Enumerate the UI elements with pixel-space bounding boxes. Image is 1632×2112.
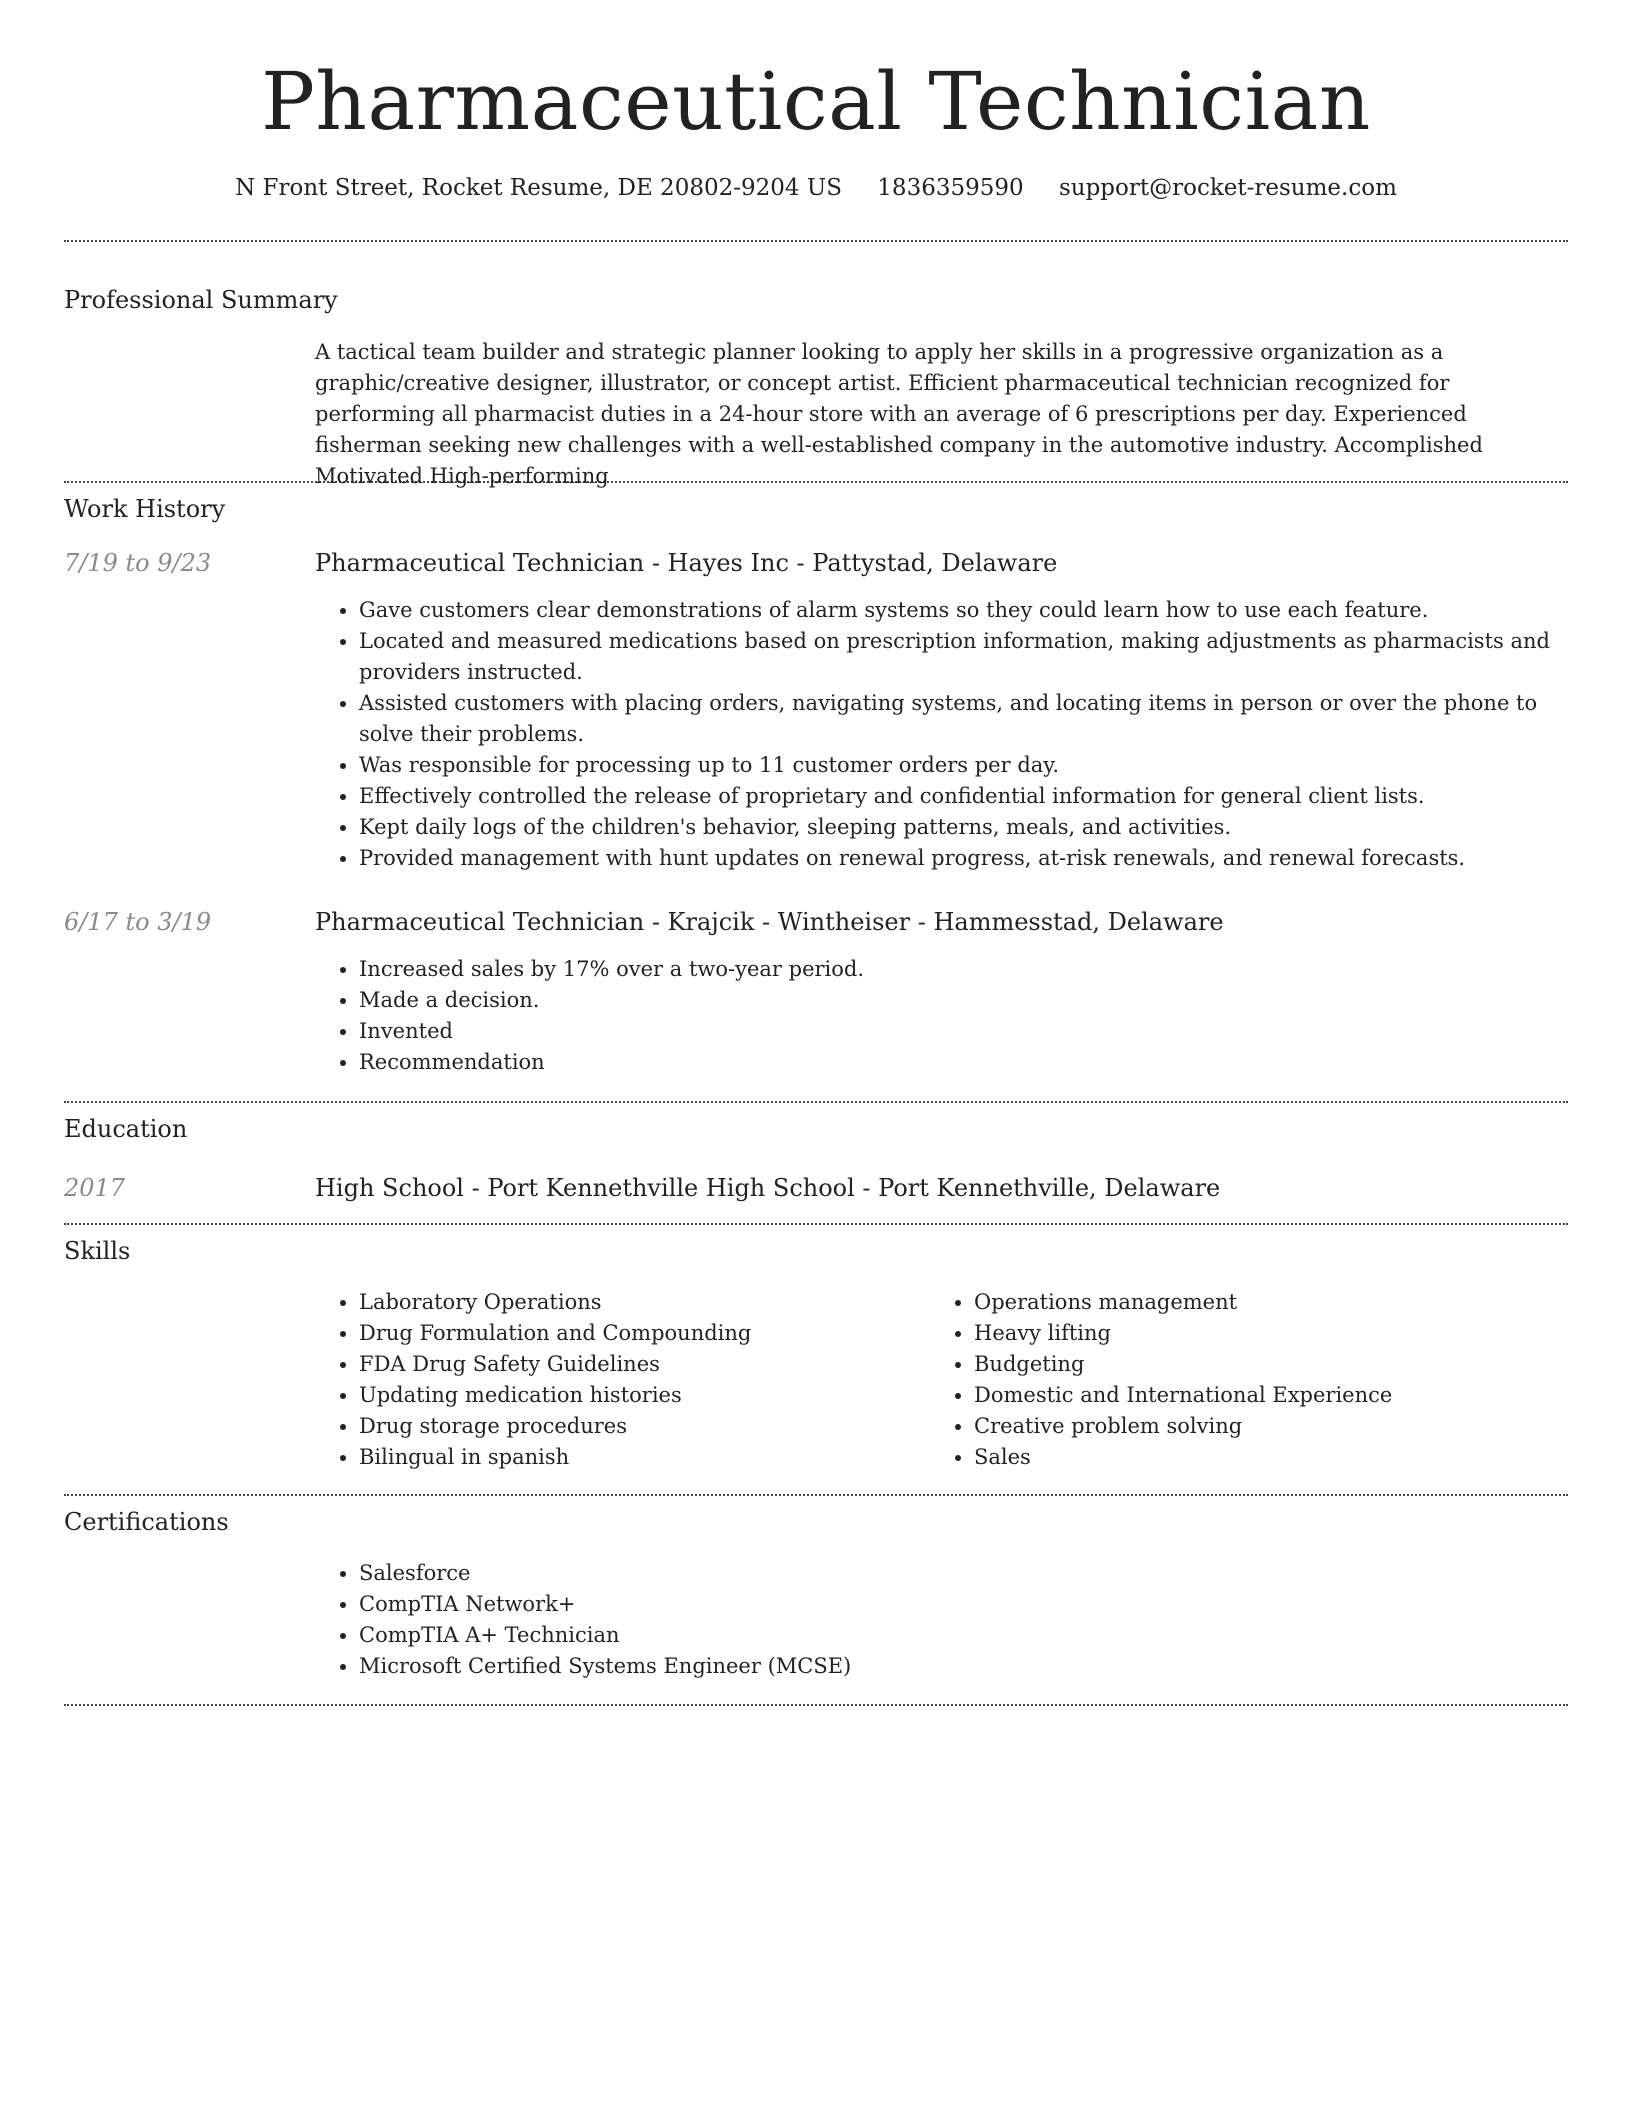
skills-list-right — [930, 1287, 1545, 1473]
list-item: • Increased sales by 17% over a two-year period. — [359, 954, 1568, 985]
list-item: • Budgeting — [974, 1349, 1545, 1380]
list-item: • Heavy lifting — [974, 1318, 1545, 1349]
section-title-summary: Professional Summary — [64, 286, 338, 314]
certifications-section — [64, 1496, 1568, 1704]
list-item: • Gave customers clear demonstrations of alarm systems so they could learn how to use each feature. — [359, 595, 1568, 626]
list-item: • Made a decision. — [359, 985, 1568, 1016]
skills-section — [64, 1225, 1568, 1494]
certifications-list — [315, 1558, 1568, 1682]
list-item: • Was responsible for processing up to 11 customer orders per day. — [359, 750, 1568, 781]
list-item: • Recommendation — [359, 1047, 1568, 1078]
education-section — [64, 1103, 1568, 1223]
list-item: • Microsoft Certified Systems Engineer (MCSE) — [359, 1651, 1568, 1682]
section-title-work-history: Work History — [64, 495, 226, 523]
job-entry — [64, 906, 1568, 1078]
job-bullets — [315, 595, 1568, 874]
list-item: • Drug storage procedures — [359, 1411, 930, 1442]
education-year: 2017 — [64, 1174, 126, 1202]
job-title: Pharmaceutical Technician - Hayes Inc - Pattystad, Delaware — [315, 549, 1058, 577]
list-item: • Assisted customers with placing orders, navigating systems, and locating items in person or over the phone to solve their problems. — [359, 688, 1568, 750]
contact-line — [64, 172, 1568, 204]
list-item: • Updating medication histories — [359, 1380, 930, 1411]
contact-phone: 1836359590 — [877, 175, 1024, 201]
list-item: • Salesforce — [359, 1558, 1568, 1589]
contact-address: N Front Street, Rocket Resume, DE 20802-9204 US — [235, 175, 842, 201]
list-item: • FDA Drug Safety Guidelines — [359, 1349, 930, 1380]
divider — [64, 1704, 1568, 1706]
list-item: • Drug Formulation and Compounding — [359, 1318, 930, 1349]
work-history-section — [64, 483, 1568, 1101]
job-dates: 7/19 to 9/23 — [64, 549, 212, 577]
contact-email: support@rocket-resume.com — [1058, 175, 1397, 201]
list-item: • Invented — [359, 1016, 1568, 1047]
list-item: • Kept daily logs of the children's behavior, sleeping patterns, meals, and activities. — [359, 812, 1568, 843]
summary-text: A tactical team builder and strategic planner looking to apply her skills in a progressive organization as a graphic/creative designer, illustrator, or concept artist. Efficient pharmaceutical technician recognized for performing all pharmacist duties in a 24-hour store with an average of 6 prescriptions per day. Experienced fisherman seeking new challenges with a well-established company in the automotive industry. Accomplished Motivated High-performing — [315, 340, 1483, 488]
section-title-skills: Skills — [64, 1237, 131, 1265]
list-item: • Domestic and International Experience — [974, 1380, 1545, 1411]
candidate-name: Pharmaceutical Technician — [261, 55, 1371, 148]
education-title: High School - Port Kennethville High School - Port Kennethville, Delaware — [315, 1174, 1221, 1202]
list-item: • CompTIA A+ Technician — [359, 1620, 1568, 1651]
list-item: • Located and measured medications based on prescription information, making adjustments as pharmacists and providers instructed. — [359, 626, 1568, 688]
list-item: • Operations management — [974, 1287, 1545, 1318]
list-item: • Bilingual in spanish — [359, 1442, 930, 1473]
job-title: Pharmaceutical Technician - Krajcik - Wintheiser - Hammesstad, Delaware — [315, 908, 1224, 936]
list-item: • Creative problem solving — [974, 1411, 1545, 1442]
list-item: • CompTIA Network+ — [359, 1589, 1568, 1620]
section-title-education: Education — [64, 1115, 188, 1143]
job-dates: 6/17 to 3/19 — [64, 908, 212, 936]
job-bullets — [315, 954, 1568, 1078]
list-item: • Provided management with hunt updates on renewal progress, at-risk renewals, and renewal forecasts. — [359, 843, 1568, 874]
skills-list-left — [315, 1287, 930, 1473]
list-item: • Laboratory Operations — [359, 1287, 930, 1318]
section-title-certifications: Certifications — [64, 1508, 229, 1536]
job-entry — [64, 547, 1568, 874]
summary-section — [64, 242, 1568, 488]
list-item: • Effectively controlled the release of proprietary and confidential information for general client lists. — [359, 781, 1568, 812]
list-item: • Sales — [974, 1442, 1545, 1473]
